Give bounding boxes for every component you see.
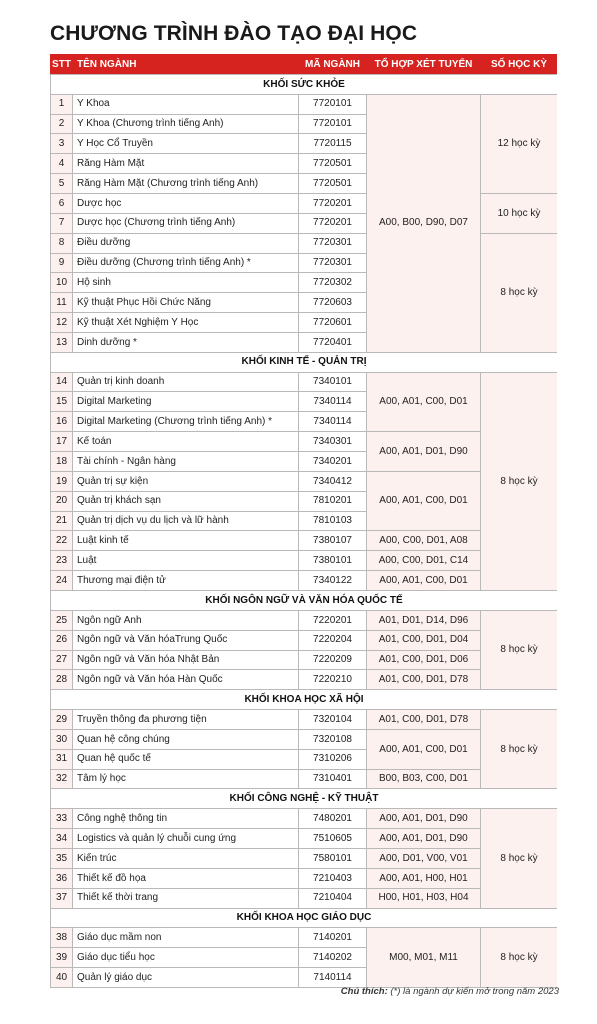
row-stt: 7	[50, 213, 72, 233]
row-semesters: 8 học kỳ	[480, 808, 557, 907]
header-combo: TỔ HỢP XÉT TUYỂN	[366, 54, 480, 74]
row-program-code: 7720115	[298, 133, 366, 153]
row-program-code: 7720603	[298, 292, 366, 312]
row-combo: H00, H01, H03, H04	[366, 888, 480, 908]
row-program-code: 7220209	[298, 650, 366, 670]
row-stt: 12	[50, 312, 72, 332]
row-combo: M00, M01, M11	[366, 927, 480, 987]
row-stt: 3	[50, 133, 72, 153]
row-combo: A01, C00, D01, D04	[366, 630, 480, 650]
row-stt: 40	[50, 967, 72, 987]
row-program-code: 7580101	[298, 848, 366, 868]
row-program-code: 7340114	[298, 391, 366, 411]
row-program-name: Thương mại điện tử	[72, 570, 298, 590]
row-program-name: Thiết kế thời trang	[72, 888, 298, 908]
row-program-name: Quản trị dịch vụ du lịch và lữ hành	[72, 511, 298, 531]
row-program-code: 7380107	[298, 530, 366, 550]
row-stt: 27	[50, 650, 72, 670]
row-program-name: Công nghệ thông tin	[72, 808, 298, 828]
row-stt: 6	[50, 193, 72, 213]
row-combo: A01, C00, D01, D78	[366, 669, 480, 689]
row-combo: A00, C00, D01, C14	[366, 550, 480, 570]
row-stt: 10	[50, 272, 72, 292]
row-program-code: 7720101	[298, 114, 366, 134]
row-program-name: Điều dưỡng	[72, 233, 298, 253]
row-program-code: 7510605	[298, 828, 366, 848]
row-stt: 5	[50, 173, 72, 193]
row-combo: A01, C00, D01, D78	[366, 709, 480, 729]
row-combo: A00, D01, V00, V01	[366, 848, 480, 868]
row-stt: 39	[50, 947, 72, 967]
row-program-name: Dinh dưỡng *	[72, 332, 298, 352]
row-program-name: Quan hệ quốc tế	[72, 749, 298, 769]
row-program-name: Giáo dục mầm non	[72, 927, 298, 947]
row-stt: 32	[50, 769, 72, 789]
row-stt: 23	[50, 550, 72, 570]
row-stt: 19	[50, 471, 72, 491]
row-program-name: Luật kinh tế	[72, 530, 298, 550]
row-combo: A00, A01, C00, D01	[366, 570, 480, 590]
row-semesters: 10 học kỳ	[480, 193, 557, 233]
row-combo: A00, A01, D01, D90	[366, 431, 480, 471]
row-stt: 1	[50, 94, 72, 114]
row-stt: 38	[50, 927, 72, 947]
row-semesters: 8 học kỳ	[480, 709, 557, 788]
row-program-code: 7720201	[298, 193, 366, 213]
row-semesters: 12 học kỳ	[480, 94, 557, 193]
section-header: KHỐI SỨC KHỎE	[50, 74, 557, 94]
row-stt: 13	[50, 332, 72, 352]
row-program-code: 7720601	[298, 312, 366, 332]
header-code: MÃ NGÀNH	[298, 54, 366, 74]
row-program-code: 7720201	[298, 213, 366, 233]
row-program-code: 7310206	[298, 749, 366, 769]
row-program-code: 7720401	[298, 332, 366, 352]
row-stt: 16	[50, 411, 72, 431]
row-stt: 22	[50, 530, 72, 550]
row-semesters: 8 học kỳ	[480, 927, 557, 987]
header-name: TÊN NGÀNH	[72, 54, 298, 74]
row-program-code: 7340122	[298, 570, 366, 590]
row-combo: A00, A01, D01, D90	[366, 828, 480, 848]
footnote	[341, 986, 559, 997]
row-stt: 34	[50, 828, 72, 848]
row-stt: 24	[50, 570, 72, 590]
row-program-code: 7720501	[298, 153, 366, 173]
row-program-code: 7320108	[298, 729, 366, 749]
row-program-code: 7220204	[298, 630, 366, 650]
row-program-name: Răng Hàm Mặt	[72, 153, 298, 173]
row-program-code: 7720101	[298, 94, 366, 114]
row-program-name: Y Khoa	[72, 94, 298, 114]
row-stt: 35	[50, 848, 72, 868]
section-header: KHỐI CÔNG NGHỆ - KỸ THUẬT	[50, 788, 557, 808]
row-program-code: 7340301	[298, 431, 366, 451]
row-stt: 25	[50, 610, 72, 630]
row-stt: 29	[50, 709, 72, 729]
row-combo: A01, C00, D01, D06	[366, 650, 480, 670]
row-combo: A00, A01, C00, D01	[366, 471, 480, 531]
row-program-name: Y Học Cổ Truyền	[72, 133, 298, 153]
row-stt: 14	[50, 372, 72, 392]
row-program-name: Điều dưỡng (Chương trình tiếng Anh) *	[72, 253, 298, 273]
row-program-name: Ngôn ngữ Anh	[72, 610, 298, 630]
footnote-text: (*) là ngành dự kiến mở trong năm 2023	[390, 986, 559, 997]
row-stt: 20	[50, 491, 72, 511]
row-program-name: Hộ sinh	[72, 272, 298, 292]
row-program-name: Kiến trúc	[72, 848, 298, 868]
row-program-name: Quản trị khách sạn	[72, 491, 298, 511]
row-stt: 2	[50, 114, 72, 134]
row-program-code: 7810201	[298, 491, 366, 511]
row-program-name: Ngôn ngữ và Văn hóa Hàn Quốc	[72, 669, 298, 689]
row-stt: 11	[50, 292, 72, 312]
row-program-code: 7140114	[298, 967, 366, 987]
row-program-name: Tài chính - Ngân hàng	[72, 451, 298, 471]
row-combo: A00, A01, D01, D90	[366, 808, 480, 828]
row-stt: 30	[50, 729, 72, 749]
row-program-name: Digital Marketing	[72, 391, 298, 411]
header-semesters: SỐ HỌC KỲ	[480, 54, 557, 74]
row-stt: 36	[50, 868, 72, 888]
header-stt: STT	[50, 54, 72, 74]
row-stt: 21	[50, 511, 72, 531]
row-program-name: Quản lý giáo dục	[72, 967, 298, 987]
row-program-name: Kỹ thuật Phục Hồi Chức Năng	[72, 292, 298, 312]
row-combo: A00, A01, C00, D01	[366, 729, 480, 769]
row-program-code: 7380101	[298, 550, 366, 570]
row-program-code: 7720302	[298, 272, 366, 292]
row-program-name: Truyền thông đa phương tiện	[72, 709, 298, 729]
row-program-name: Quản trị kinh doanh	[72, 372, 298, 392]
row-program-name: Răng Hàm Mặt (Chương trình tiếng Anh)	[72, 173, 298, 193]
row-program-code: 7720301	[298, 253, 366, 273]
row-program-name: Dược học (Chương trình tiếng Anh)	[72, 213, 298, 233]
row-program-code: 7340412	[298, 471, 366, 491]
row-program-code: 7220201	[298, 610, 366, 630]
row-program-name: Luật	[72, 550, 298, 570]
row-semesters: 8 học kỳ	[480, 610, 557, 689]
row-program-code: 7810103	[298, 511, 366, 531]
row-program-code: 7340101	[298, 372, 366, 392]
row-stt: 31	[50, 749, 72, 769]
row-combo: A00, B00, D90, D07	[366, 94, 480, 352]
row-program-name: Ngôn ngữ và Văn hóa Nhật Bản	[72, 650, 298, 670]
row-program-name: Y Khoa (Chương trình tiếng Anh)	[72, 114, 298, 134]
page-title: CHƯƠNG TRÌNH ĐÀO TẠO ĐẠI HỌC	[50, 22, 418, 45]
row-program-code: 7220210	[298, 669, 366, 689]
row-program-code: 7720501	[298, 173, 366, 193]
row-combo: A00, C00, D01, A08	[366, 530, 480, 550]
row-program-code: 7210403	[298, 868, 366, 888]
row-combo: A00, A01, H00, H01	[366, 868, 480, 888]
row-combo: A01, D01, D14, D96	[366, 610, 480, 630]
row-stt: 37	[50, 888, 72, 908]
row-program-name: Dược học	[72, 193, 298, 213]
row-program-code: 7140202	[298, 947, 366, 967]
row-stt: 26	[50, 630, 72, 650]
footnote-label: Chú thích:	[340, 986, 388, 997]
row-program-code: 7310401	[298, 769, 366, 789]
program-table	[50, 54, 557, 988]
row-program-name: Quan hệ công chúng	[72, 729, 298, 749]
row-stt: 33	[50, 808, 72, 828]
row-program-code: 7720301	[298, 233, 366, 253]
row-program-name: Digital Marketing (Chương trình tiếng Anh) *	[72, 411, 298, 431]
section-header: KHỐI KHOA HỌC XÃ HỘI	[50, 689, 557, 709]
row-stt: 28	[50, 669, 72, 689]
row-program-name: Kỹ thuật Xét Nghiệm Y Học	[72, 312, 298, 332]
row-program-code: 7340201	[298, 451, 366, 471]
section-header: KHỐI KINH TẾ - QUẢN TRỊ	[50, 352, 557, 372]
row-stt: 9	[50, 253, 72, 273]
row-program-name: Thiết kế đồ họa	[72, 868, 298, 888]
row-program-name: Logistics và quản lý chuỗi cung ứng	[72, 828, 298, 848]
row-program-name: Tâm lý học	[72, 769, 298, 789]
row-stt: 8	[50, 233, 72, 253]
row-program-name: Giáo dục tiểu học	[72, 947, 298, 967]
row-program-code: 7480201	[298, 808, 366, 828]
row-stt: 15	[50, 391, 72, 411]
row-program-name: Quản trị sự kiện	[72, 471, 298, 491]
section-header: KHỐI NGÔN NGỮ VÀ VĂN HÓA QUỐC TẾ	[50, 590, 557, 610]
row-program-code: 7340114	[298, 411, 366, 431]
row-program-code: 7140201	[298, 927, 366, 947]
section-header: KHỐI KHOA HỌC GIÁO DỤC	[50, 908, 557, 928]
row-combo: A00, A01, C00, D01	[366, 372, 480, 432]
row-stt: 4	[50, 153, 72, 173]
row-program-name: Ngôn ngữ và Văn hóaTrung Quốc	[72, 630, 298, 650]
row-stt: 18	[50, 451, 72, 471]
row-program-code: 7210404	[298, 888, 366, 908]
row-semesters: 8 học kỳ	[480, 372, 557, 590]
row-program-name: Kế toán	[72, 431, 298, 451]
row-semesters: 8 học kỳ	[480, 233, 557, 352]
row-stt: 17	[50, 431, 72, 451]
row-combo: B00, B03, C00, D01	[366, 769, 480, 789]
row-program-code: 7320104	[298, 709, 366, 729]
